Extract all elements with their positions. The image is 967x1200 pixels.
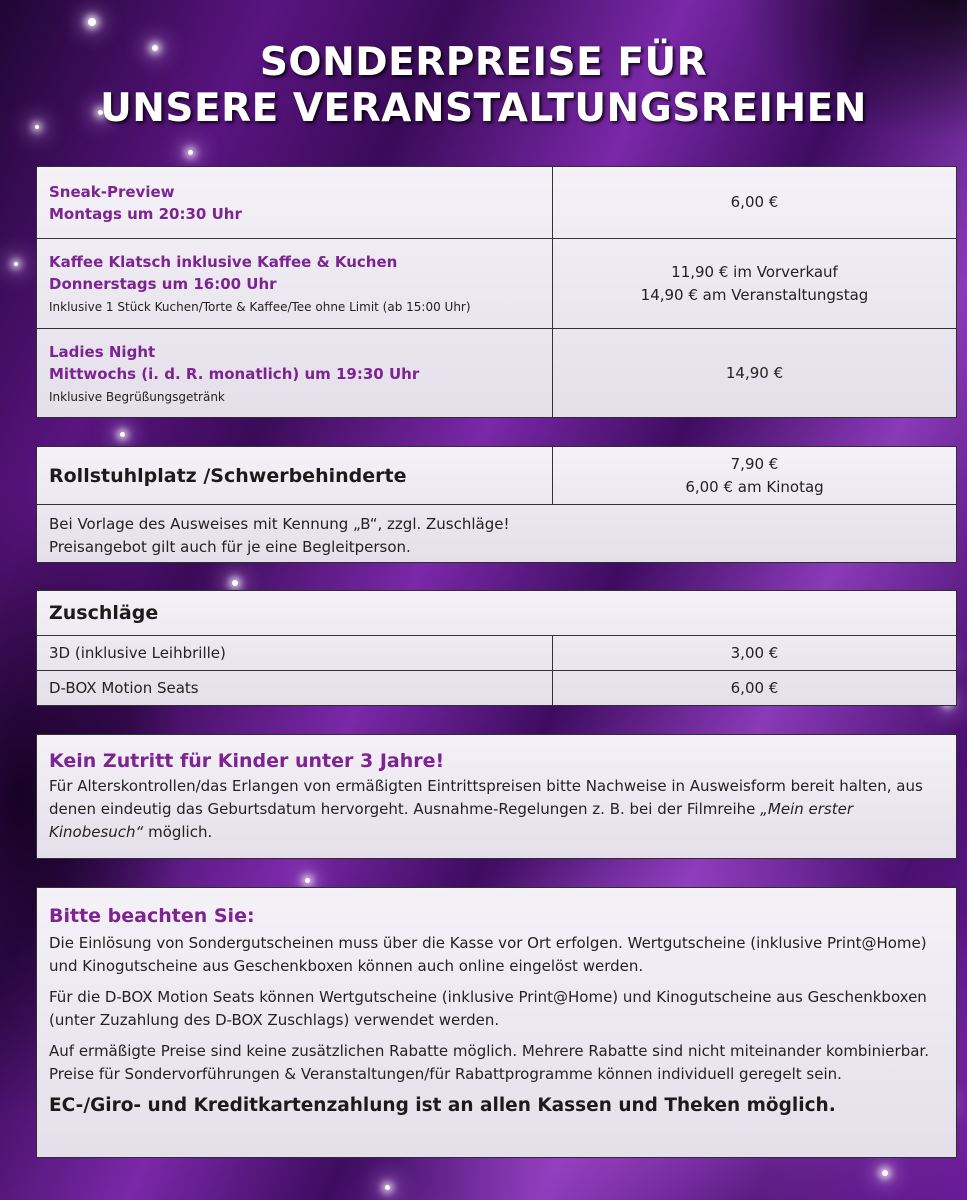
page-title [0,40,967,132]
sparkle-decoration [305,878,310,883]
surcharge-price: 6,00 € [730,678,779,697]
event-row-sneak-preview [37,167,956,239]
event-row-ladies-night [37,329,956,417]
surcharge-label: 3D (inklusive Leihbrille) [49,643,226,662]
notice-paragraph: Die Einlösung von Sondergutscheinen muss über die Kasse vor Ort erfolgen. Wertgutscheine (inklusive Print@Home) und Kinogutscheine aus Geschenkboxen können auch online eingelöst werden. [49,934,927,975]
event-price: 14,90 € [725,363,784,382]
event-price: 6,00 € [730,193,779,211]
event-time: Montags um 20:30 Uhr [49,204,242,223]
surcharge-row [37,636,956,671]
wheelchair-label: Rollstuhlplatz /Schwerbehinderte [49,464,407,487]
surcharges-heading: Zuschläge [49,602,159,624]
event-note: Inklusive 1 Stück Kuchen/Torte & Kaffee/Tee ohne Limit (ab 15:00 Uhr) [49,300,471,314]
surcharge-label: D-BOX Motion Seats [49,678,199,697]
title-line-1: SONDERPREISE FÜR [259,40,708,85]
event-row-kaffee-klatsch [37,239,956,329]
event-time: Mittwochs (i. d. R. monatlich) um 19:30 Uhr [49,364,420,383]
event-price-presale: 11,90 € im Vorverkauf [671,262,838,281]
surcharges-table [36,590,957,706]
sparkle-decoration [120,432,125,437]
notice-paragraph: Für die D-BOX Motion Seats können Wertgutscheine (inklusive Print@Home) und Kinogutscheine aus Geschenkboxen (unter Zuzahlung des D-BOX Zuschlags) verwendet werden. [49,988,927,1029]
wheelchair-price-table [36,446,957,563]
sparkle-decoration [88,18,96,26]
children-heading: Kein Zutritt für Kinder unter 3 Jahre! [49,750,445,772]
sparkle-decoration [385,1185,390,1190]
sparkle-decoration [232,580,238,586]
surcharge-price: 3,00 € [730,643,779,662]
children-text: Für Alterskontrollen/das Erlangen von ermäßigten Eintrittspreisen bitte Nachweise in Ausweisform bereit halten, aus denen eindeutig das Geburtsdatum hervorgeht. Ausnahme-Regelungen z. B. bei der Filmreihe „Mein erster Kinobesuch“ möglich. [49,777,923,841]
sparkle-decoration [188,150,193,155]
film-series-name: „Mein erster Kinobesuch“ [49,800,854,841]
notice-heading: Bitte beachten Sie: [49,905,255,927]
sparkle-decoration [882,1170,888,1176]
notice-paragraph: Auf ermäßigte Preise sind keine zusätzlichen Rabatte möglich. Mehrere Rabatte sind nicht miteinander kombinierbar. Preise für Sondervorführungen & Veranstaltungen/für Rabattprogramme können individuell geregelt sein. [49,1042,929,1083]
wheelchair-price-cinema-day: 6,00 € am Kinotag [685,477,824,496]
sparkle-decoration [14,262,18,266]
event-price-eventday: 14,90 € am Veranstaltungstag [640,285,869,304]
events-price-table [36,166,957,418]
surcharge-row [37,671,956,705]
children-notice [36,734,957,859]
wheelchair-price: 7,90 € [730,454,779,473]
event-name: Kaffee Klatsch inklusive Kaffee & Kuchen [49,253,398,271]
event-name: Ladies Night [49,342,156,361]
event-note: Inklusive Begrüßungsgetränk [49,389,225,404]
notice-box [36,887,957,1158]
payment-info: EC-/Giro- und Kreditkartenzahlung ist an allen Kassen und Theken möglich. [49,1095,836,1116]
event-time: Donnerstags um 16:00 Uhr [49,275,277,293]
title-line-2: UNSERE VERANSTALTUNGSREIHEN [100,86,867,131]
wheelchair-note: Bei Vorlage des Ausweises mit Kennung „B“, zzgl. Zuschläge! Preisangebot gilt auch für je eine Begleitperson. [49,515,510,556]
event-name: Sneak-Preview [49,182,175,201]
